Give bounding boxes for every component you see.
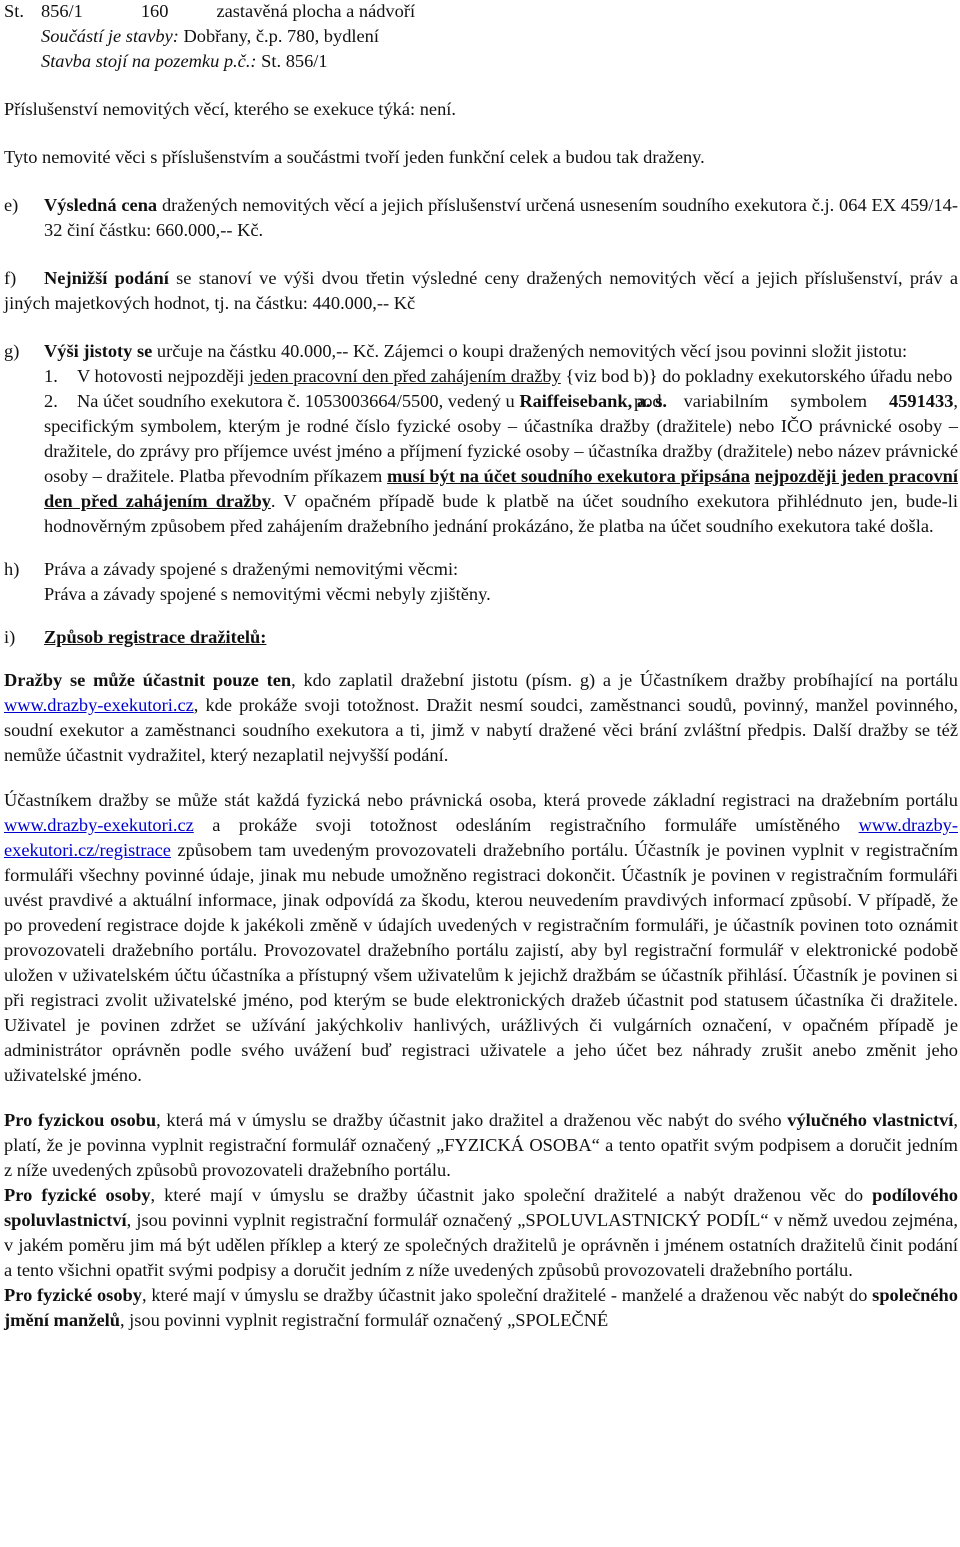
parcel-area: 160 <box>140 1 169 21</box>
paragraph-spouses: Pro fyzické osoby, které mají v úmyslu se dražby účastnit jako společní dražitelé - manželé a draženou věc nabýt do společného jmění manželů, jsou povinni vyplnit registrační formulář označený „SPOLEČNÉ <box>4 1285 958 1330</box>
document-page <box>4 0 958 1333</box>
item-g: g) Výši jistoty se určuje na částku 40.000,-- Kč. Zájemci o koupi dražených nemovitých věcí jsou povinni složit jistotu: 1. V hotovosti nejpozději jeden pracovní den před zahájením dražby {viz bod b)} do pokladny exekutorského úřadu nebo 2. Na účet soudního exekutora č. 1053003664/5500, vedený u Raiffeisebank, a. s. pod variabilním symbolem 4591433, specifickým symbolem, kterým je rodné číslo fyzické osoby – účastníka dražby (dražitele) nebo IČO právnické osoby – dražitele, do zprávy pro příjemce uvést jméno a příjmení fyzické osoby – účastníka dražby (dražitele) nebo název právnické osoby – dražitele. Platba převodním příkazem musí být na účet soudního exekutora připsána nejpozději jeden pracovní den před zahájením dražby. V opačném případě bude k platbě na účet soudního exekutora přihlédnuto jen, bude-li hodnověrným způsobem před zahájením dražebního jednání prokázáno, že platba na účet soudního exekutora také došla. <box>4 339 958 539</box>
registration-link[interactable]: www.drazby-exekutori.cz/registrace <box>4 815 958 860</box>
item-g-label: g) <box>4 341 20 361</box>
item-e-label: e) <box>4 195 19 215</box>
item-f: f) Nejnižší podání se stanoví ve výši dvou třetin výsledné ceny dražených nemovitých věcí a jejich příslušenství, práv a jiných majetkových hodnot, tj. na částku: 440.000,-- Kč <box>4 268 958 313</box>
parcel-kind: zastavěná plocha a nádvoří <box>216 1 416 21</box>
portal-link[interactable]: www.drazby-exekutori.cz <box>4 695 194 715</box>
deposit-account-details: pod variabilním symbolem 4591433, specifickým symbolem, kterým je rodné číslo fyzické osoby – účastníka dražby (dražitele) nebo IČO právnické osoby – dražitele, do zprávy pro příjemce uvést jméno a příjmení fyzické osoby – účastníka dražby (dražitele) nebo název právnické osoby – dražitele. Platba převodním příkazem musí být na účet soudního exekutora připsána nejpozději jeden pracovní den před zahájením dražby. V opačném případě bude k platbě na účet soudního exekutora přihlédnuto jen, bude-li hodnověrným způsobem před zahájením dražebního jednání prokázáno, že platba na účet soudního exekutora také došla. <box>44 391 958 536</box>
item-i-label: i) <box>4 627 16 647</box>
item-h-label: h) <box>4 559 20 579</box>
property-block <box>4 0 958 74</box>
parcel-number: 856/1 <box>40 1 83 21</box>
property-stands: Stavba stojí na pozemku p.č.: St. 856/1 <box>41 51 328 71</box>
item-f-label: f) <box>4 268 17 288</box>
paragraph-co-ownership: Pro fyzické osoby, které mají v úmyslu se dražby účastnit jako společní dražitelé a nabýt draženou věc do podílového spoluvlastnictví, jsou povinni vyplnit registrační formulář označený „SPOLUVLASTNICKÝ PODÍL“ v němž uvedou zejména, v jakém poměru jim má být udělen příklep a který ze společných dražitelů je oprávněn i jménem ostatních dražitelů činit podání a tento všichni opatřit svými podpisy a doručit jedním z níže uvedených způsobů provozovateli dražebního portálu. <box>4 1185 958 1280</box>
item-e: e) Výsledná cena dražených nemovitých věcí a jejich příslušenství určená usnesením soudního exekutora č.j. 064 EX 459/14-32 činí částku: 660.000,-- Kč. <box>4 195 959 240</box>
st-label: St. <box>4 1 24 21</box>
deposit-option-cash: 1. V hotovosti nejpozději jeden pracovní den před zahájením dražby {viz bod b)} do pokladny exekutorského úřadu nebo <box>44 366 953 386</box>
property-row <box>4 0 958 24</box>
paragraph-participation: Dražby se může účastnit pouze ten, kdo zaplatil dražební jistotu (písm. g) a je Účastníkem dražby probíhající na portálu www.drazby-exekutori.cz, kde prokáže svoji totožnost. Dražit nesmí soudci, zaměstnanci soudů, povinný, manžel povinného, soudní exekutor a zaměstnanci soudního exekutora a ti, jimž v nabytí dražené věci brání zvláštní předpis. Další dražby se též nemůže účastnit vydražitel, který nezaplatil nejvyšší podání. <box>4 670 958 765</box>
deposit-option-account: 2. Na účet soudního exekutora č. 1053003664/5500, vedený u Raiffeisebank, a. s. <box>44 391 667 411</box>
item-i <box>4 625 958 650</box>
registration-title: Způsob registrace dražitelů: <box>44 627 267 647</box>
paragraph-registration: Účastníkem dražby se může stát každá fyzická nebo právnická osoba, která provede základní registraci na dražebním portálu www.drazby-exekutori.cz a prokáže svoji totožnost odesláním registračního formuláře umístěného www.drazby-exekutori.cz/registrace způsobem tam uvedeným provozovateli dražebního portálu. Účastník je povinen vyplnit v registračním formuláři všechny povinné údaje, jinak mu nebude umožněno registraci dokončit. Účastník je povinen v registračním formuláři uvést pravdivé a aktuální informace, jinak odpovídá za škodu, kterou neuvedením pravdivých informací způsobí. V případě, že po provedení registrace dojde k jakékoli změně v údajích uvedených v registračním formuláři, je účastník povinen toto oznámit provozovateli dražebního portálu. Provozovatel dražebního portálu zajistí, aby byl registrační formulář v elektronické podobě uložen v uživatelském účtu účastníka a přístupný všem uživatelům k jejichž dražbám se účastník přihlásí. Účastník je povinen si při registraci zvolit uživatelské jméno, pod kterým se bude elektronických dražeb účastnit pod statusem účastníka či dražitele. Uživatel je povinen zdržet se užívání jakýchkoliv hanlivých, urážlivých či vulgárních označení, v opačném případě je administrátor oprávněn podle svého uvážení buď registraci uživatele a jeho účet bez náhrady zrušit anebo změnit jeho uživatelské jméno. <box>4 790 958 1085</box>
paragraph-natural-person: Pro fyzickou osobu, která má v úmyslu se dražby účastnit jako dražitel a draženou věc nabýt do svého výlučného vlastnictví, platí, že je povinna vyplnit registrační formulář označený „FYZICKÁ OSOBA“ a tento opatřit svým podpisem a doručit jedním z níže uvedených způsobů provozovateli dražebního portálu. <box>4 1110 958 1180</box>
property-part: Součástí je stavby: Dobřany, č.p. 780, bydlení <box>41 26 379 46</box>
accessories-text: Příslušenství nemovitých věcí, kterého se exekuce týká: není. <box>4 99 456 119</box>
portal-link[interactable]: www.drazby-exekutori.cz <box>4 815 194 835</box>
item-h: h) Práva a závady spojené s draženými nemovitými věcmi: Práva a závady spojené s nemovitými věcmi nebyly zjištěny. <box>4 559 491 604</box>
unit-text: Tyto nemovité věci s příslušenstvím a součástmi tvoří jeden funkční celek a budou tak draženy. <box>4 147 705 167</box>
